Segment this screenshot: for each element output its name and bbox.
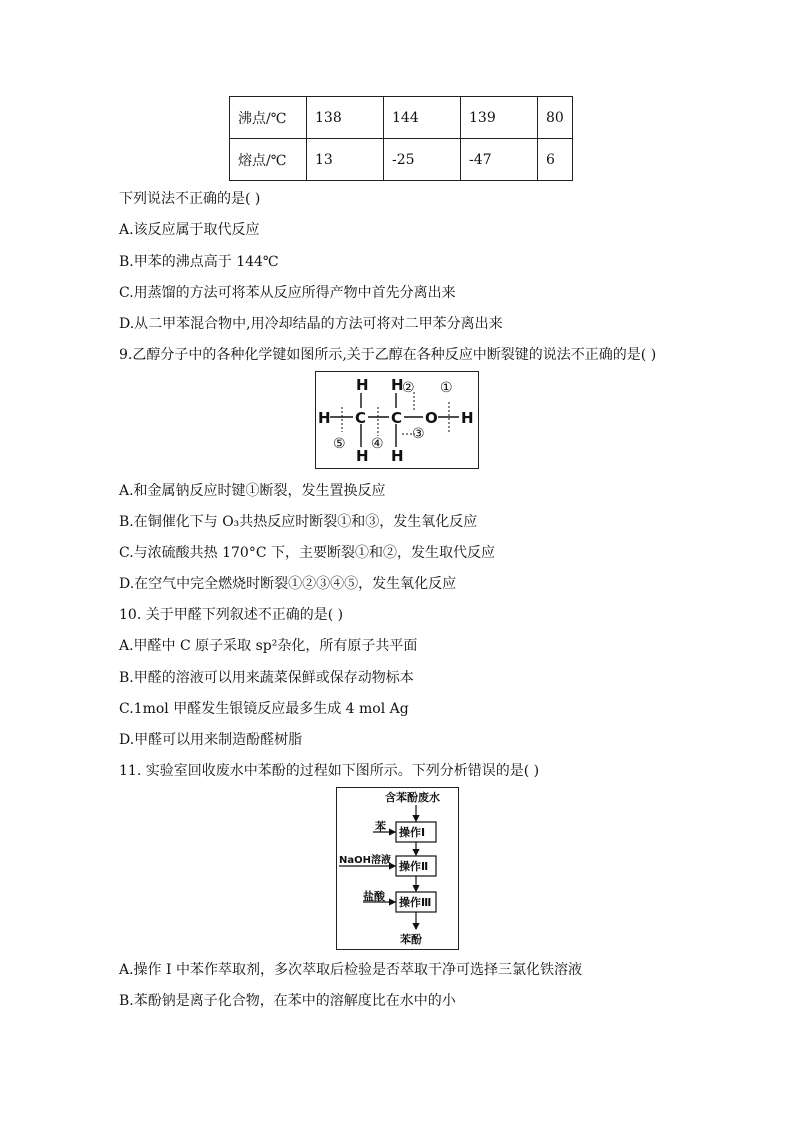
bond-label-2: ② bbox=[402, 380, 415, 396]
table-cell: 138 bbox=[307, 97, 384, 139]
atom-h: H bbox=[318, 409, 331, 427]
atom-h: H bbox=[391, 447, 404, 465]
q8-option-c: C.用蒸馏的方法可将苯从反应所得产物中首先分离出来 bbox=[119, 285, 456, 301]
q10-option-a: A.甲醛中 C 原子采取 sp²杂化，所有原子共平面 bbox=[119, 638, 418, 654]
flowchart-svg bbox=[337, 788, 458, 949]
table-cell: 熔点/℃ bbox=[230, 139, 307, 181]
q8-option-b: B.甲苯的沸点高于 144℃ bbox=[119, 254, 279, 270]
flow-reagent-benzene: 苯 bbox=[375, 820, 386, 833]
q9-option-c: C.与浓硫酸共热 170°C 下，主要断裂①和②，发生取代反应 bbox=[119, 545, 495, 561]
q9-option-b: B.在铜催化下与 O₃共热反应时断裂①和③，发生氧化反应 bbox=[119, 514, 478, 530]
table-cell: 13 bbox=[307, 139, 384, 181]
flow-step-1-label: 操作Ⅰ bbox=[399, 826, 426, 839]
table-cell: 139 bbox=[461, 97, 538, 139]
ethanol-structure-svg bbox=[316, 372, 478, 468]
q10-stem: 10. 关于甲醛下列叙述不正确的是( ) bbox=[119, 607, 344, 623]
table-cell: -25 bbox=[384, 139, 461, 181]
bond-label-4: ④ bbox=[371, 436, 384, 452]
q10-option-d: D.甲醛可以用来制造酚醛树脂 bbox=[119, 732, 303, 748]
table-cell: 沸点/℃ bbox=[230, 97, 307, 139]
table-cell: -47 bbox=[461, 139, 538, 181]
q9-option-a: A.和金属钠反应时键①断裂，发生置换反应 bbox=[119, 483, 386, 499]
q10-option-b: B.甲醛的溶液可以用来蔬菜保鲜或保存动物标本 bbox=[119, 670, 414, 686]
atom-h: H bbox=[356, 376, 369, 394]
bond-label-3: ③ bbox=[412, 426, 425, 442]
atom-c: C bbox=[355, 409, 367, 427]
table-cell: 144 bbox=[384, 97, 461, 139]
flow-reagent-naoh: NaOH溶液 bbox=[339, 855, 391, 866]
bond-label-1: ① bbox=[440, 380, 453, 396]
flow-output-label: 苯酚 bbox=[400, 933, 422, 946]
table-row bbox=[230, 139, 573, 181]
q10-option-c: C.1mol 甲醛发生银镜反应最多生成 4 mol Ag bbox=[119, 701, 409, 717]
atom-o: O bbox=[425, 409, 438, 427]
flow-input-label: 含苯酚废水 bbox=[385, 791, 440, 804]
phenol-recovery-flowchart bbox=[336, 787, 459, 950]
atom-c: C bbox=[391, 409, 403, 427]
table-cell: 6 bbox=[538, 139, 573, 181]
flow-step-3-label: 操作Ⅲ bbox=[399, 896, 432, 909]
table-cell: 80 bbox=[538, 97, 573, 139]
flow-step-2-label: 操作Ⅱ bbox=[399, 860, 429, 873]
q9-stem: 9.乙醇分子中的各种化学键如图所示,关于乙醇在各种反应中断裂键的说法不正确的是( ) bbox=[119, 347, 657, 363]
boiling-melting-table bbox=[229, 96, 573, 181]
ethanol-structure-figure bbox=[315, 371, 479, 469]
q8-stem: 下列说法不正确的是( ) bbox=[119, 191, 261, 207]
q8-option-a: A.该反应属于取代反应 bbox=[119, 222, 260, 238]
table-row bbox=[230, 97, 573, 139]
atom-h: H bbox=[356, 447, 369, 465]
flow-reagent-hcl: 盐酸 bbox=[363, 890, 385, 903]
bond-label-5: ⑤ bbox=[333, 436, 346, 452]
q8-option-d: D.从二甲苯混合物中,用冷却结晶的方法可将对二甲苯分离出来 bbox=[119, 316, 503, 332]
atom-h: H bbox=[391, 376, 404, 394]
q11-option-b: B.苯酚钠是离子化合物，在苯中的溶解度比在水中的小 bbox=[119, 993, 456, 1009]
q9-option-d: D.在空气中完全燃烧时断裂①②③④⑤，发生氧化反应 bbox=[119, 576, 457, 592]
atom-h: H bbox=[461, 409, 474, 427]
q11-stem: 11. 实验室回收废水中苯酚的过程如下图所示。下列分析错误的是( ) bbox=[119, 763, 540, 779]
q11-option-a: A.操作 I 中苯作萃取剂，多次萃取后检验是否萃取干净可选择三氯化铁溶液 bbox=[119, 962, 582, 978]
